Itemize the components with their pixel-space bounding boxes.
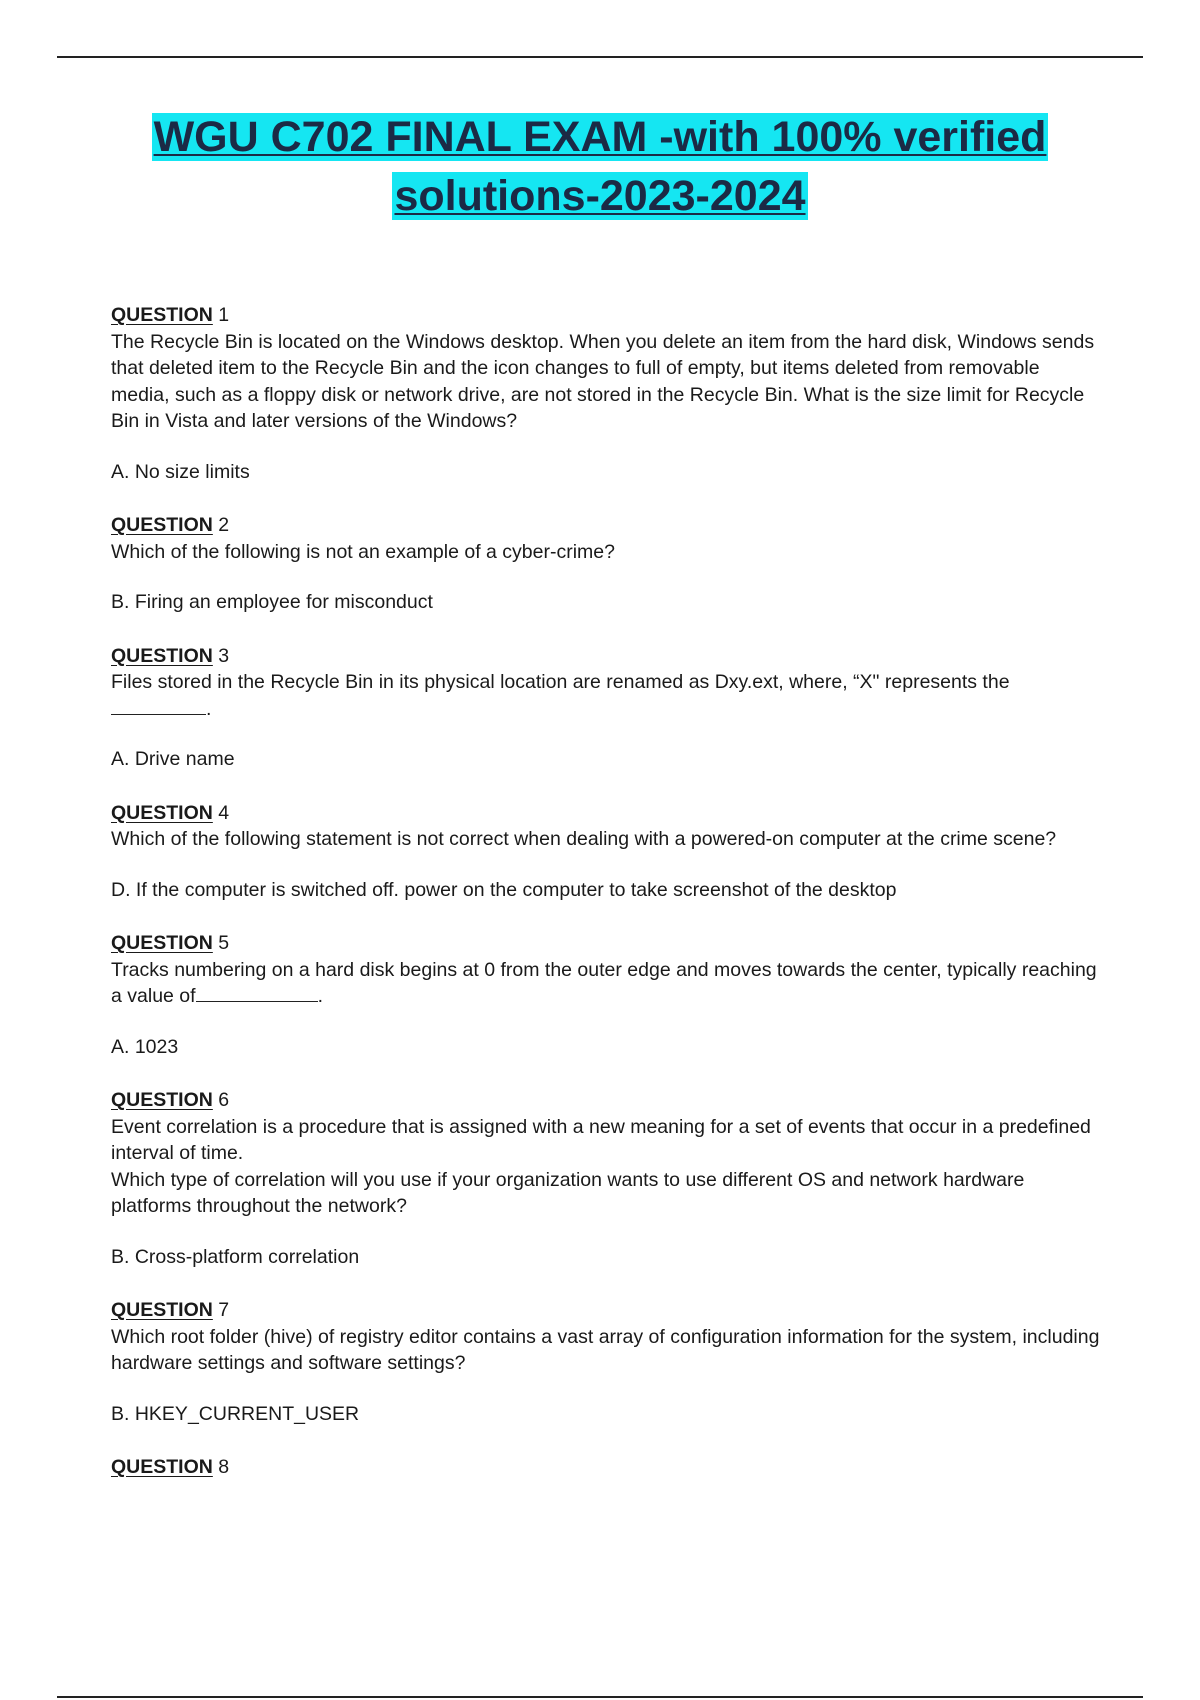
question-list — [111, 302, 1101, 1508]
question-text: Event correlation is a procedure that is assigned with a new meaning for a set of events that occur in a predefined interval of time. — [111, 1115, 1091, 1164]
question-heading: QUESTION 7 — [111, 1299, 230, 1321]
question-3 — [111, 643, 1101, 773]
question-text-continued: Which type of correlation will you use if your organization wants to use different OS and network hardware platforms throughout the network? — [111, 1168, 1025, 1217]
question-text: Which of the following is not an example of a cyber-crime? — [111, 540, 615, 563]
answer: B. HKEY_CURRENT_USER — [111, 1402, 360, 1425]
answer: D. If the computer is switched off. power on the computer to take screenshot of the desktop — [111, 878, 897, 901]
question-2 — [111, 512, 1101, 616]
question-8 — [111, 1454, 1101, 1481]
question-text: Which root folder (hive) of registry editor contains a vast array of configuration information for the system, including hardware settings and software settings? — [111, 1325, 1100, 1374]
question-heading: QUESTION 1 — [111, 304, 230, 326]
question-6 — [111, 1087, 1101, 1270]
question-heading: QUESTION 8 — [111, 1456, 230, 1478]
question-heading: QUESTION 6 — [111, 1089, 230, 1111]
fill-in-blank — [111, 696, 206, 715]
bottom-rule — [57, 1696, 1143, 1698]
answer: A. Drive name — [111, 748, 235, 770]
answer: A. No size limits — [111, 460, 250, 483]
answer: B. Cross-platform correlation — [111, 1245, 360, 1268]
question-7 — [111, 1297, 1101, 1427]
top-rule — [57, 56, 1143, 58]
question-4 — [111, 800, 1101, 904]
question-text: Tracks numbering on a hard disk begins at 0 from the outer edge and moves towards the center, typically reaching a value of . — [111, 958, 1097, 1007]
answer: A. 1023 — [111, 1035, 179, 1058]
question-heading: QUESTION 4 — [111, 801, 230, 824]
question-heading: QUESTION 3 — [111, 644, 230, 667]
question-1 — [111, 302, 1101, 485]
fill-in-blank — [196, 983, 318, 1002]
title-line-1: WGU C702 FINAL EXAM -with 100% verified — [153, 113, 1047, 161]
title-line-2: solutions-2023-2024 — [394, 172, 806, 220]
question-text: The Recycle Bin is located on the Windows desktop. When you delete an item from the hard disk, Windows sends that deleted item to the Recycle Bin and the icon changes to full of empty, but items deleted from removable media, such as a floppy disk or network drive, are not stored in the Recycle Bin. What is the size limit for Recycle Bin in Vista and later versions of the Windows? — [111, 330, 1095, 432]
question-text: Files stored in the Recycle Bin in its physical location are renamed as Dxy.ext, where, “X" represents the. — [111, 671, 1010, 720]
question-5 — [111, 930, 1101, 1060]
question-heading: QUESTION 5 — [111, 932, 230, 954]
answer: B. Firing an employee for misconduct — [111, 591, 433, 613]
document-title — [100, 108, 1100, 226]
question-text: Which of the following statement is not correct when dealing with a powered-on computer at the crime scene? — [111, 828, 1057, 850]
question-heading: QUESTION 2 — [111, 514, 230, 536]
